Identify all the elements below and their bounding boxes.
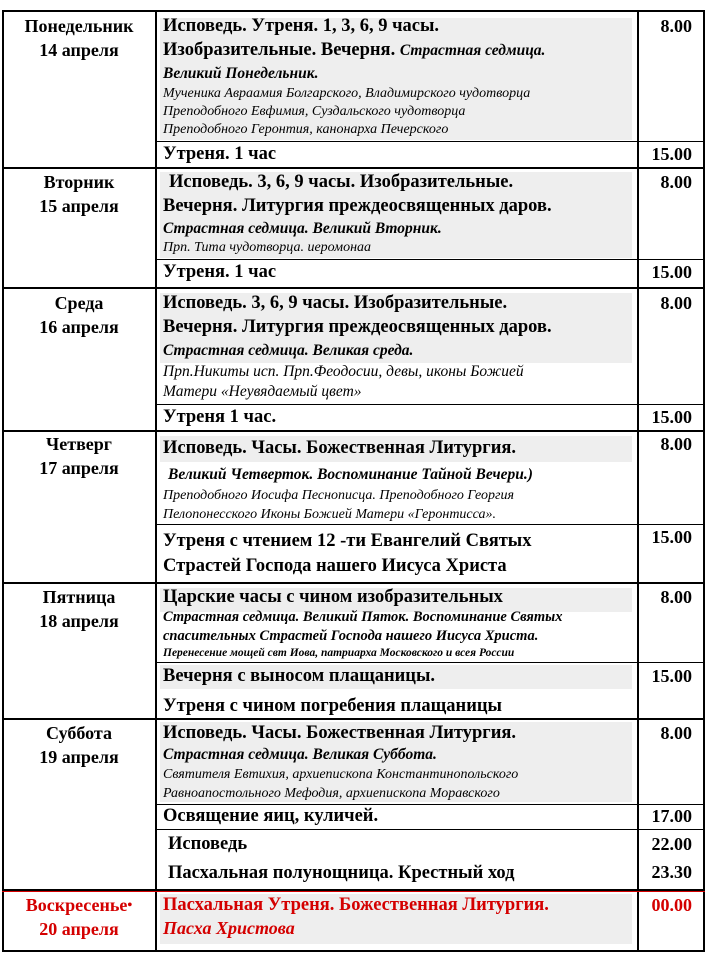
service-line: Пасхальная полунощница. Крестный ход: [168, 863, 515, 883]
service-time: 22.00: [651, 834, 692, 854]
saint-line: Преподобного Евфимия, Суздальского чудотворца: [163, 104, 466, 119]
service-time: 15.00: [651, 262, 692, 282]
day-weekday-text: Воскресенье: [25, 895, 128, 915]
grid-line: [2, 287, 705, 289]
feast-text: Страстная седмица.: [399, 42, 546, 59]
service-time: 8.00: [660, 723, 692, 743]
saint-line: Пелопонесского Иконы Божией Матери «Геронтисса».: [163, 507, 496, 522]
service-line: Освящение яиц, куличей.: [163, 806, 379, 826]
feast-line: Пасха Христова: [163, 918, 295, 938]
service-line: Страстей Господа нашего Иисуса Христа: [163, 556, 507, 576]
feast-line: Страстная седмица. Великая среда.: [163, 342, 414, 359]
service-line: Пасхальная Утреня. Божественная Литургия.: [163, 895, 549, 915]
grid-line: [703, 10, 705, 952]
service-line: Исповедь: [168, 834, 248, 854]
day-weekday: Понедельник: [24, 16, 134, 36]
service-line: Царские часы с чином изобразительных: [163, 587, 503, 607]
service-line: [163, 40, 545, 61]
saint-line: Преподобного Геронтия, канонарха Печерского: [163, 122, 449, 137]
grid-line: [155, 259, 705, 260]
grid-line: [2, 582, 705, 584]
feast-line: Великий Понедельник.: [163, 65, 319, 82]
service-line: Исповедь. Часы. Божественная Литургия.: [163, 723, 516, 743]
service-time: 8.00: [660, 172, 692, 192]
service-line: Вечерня с выносом плащаницы.: [163, 666, 436, 686]
service-time: 23.30: [651, 862, 692, 882]
service-line: Утреня с чтением 12 -ти Евангелий Святых: [163, 531, 532, 551]
grid-line: [155, 10, 157, 952]
feast-line: Страстная седмица. Великий Пяток. Воспоминание Святых: [163, 609, 563, 625]
feast-line: Страстная седмица. Великая Суббота.: [163, 746, 437, 763]
service-line: Утреня. 1 час: [163, 262, 277, 282]
grid-line: [2, 167, 705, 169]
service-text: Изобразительные. Вечерня.: [163, 40, 400, 60]
service-line: Исповедь. 3, 6, 9 часы. Изобразительные.: [163, 293, 508, 313]
day-date: 17 апреля: [39, 458, 119, 478]
service-time: 8.00: [660, 293, 692, 313]
grid-line: [2, 10, 4, 952]
service-line: Исповедь. Утреня. 1, 3, 6, 9 часы.: [163, 16, 440, 36]
day-date: 19 апреля: [39, 747, 119, 767]
service-time: 17.00: [651, 806, 692, 826]
service-time: 15.00: [651, 666, 692, 686]
saint-line: Прп. Тита чудотворца. иеромонаа: [163, 240, 372, 255]
service-time: 15.00: [651, 527, 692, 547]
saint-line: Прп.Никиты исп. Прп.Феодосии, девы, иконы Божией: [163, 363, 524, 380]
day-weekday: Пятница: [42, 587, 116, 607]
service-time: 15.00: [651, 407, 692, 427]
service-line: Утреня 1 час.: [163, 407, 277, 427]
saint-line: Равноапостольного Мефодия, архиепископа Моравского: [163, 786, 500, 801]
day-date: 20 апреля: [39, 919, 119, 939]
day-weekday-sunday: [3, 895, 155, 916]
grid-line: [155, 662, 705, 663]
service-line: Исповедь. Часы. Божественная Литургия.: [163, 438, 516, 458]
grid-line: [2, 430, 705, 432]
day-weekday: Среда: [54, 293, 104, 313]
service-time: 8.00: [660, 587, 692, 607]
grid-line: [155, 829, 705, 830]
saint-line: Преподобного Иосифа Песнописца. Преподобного Георгия: [163, 488, 514, 503]
grid-line: [2, 950, 705, 952]
day-date: 15 апреля: [39, 196, 119, 216]
feast-line: спасительных Страстей Господа нашего Иисуса Христа.: [163, 628, 539, 644]
day-weekday: Вторник: [43, 172, 115, 192]
feast-line: Великий Четверток. Воспоминание Тайной Вечери.): [168, 466, 533, 483]
grid-line: [155, 404, 705, 405]
grid-line: [2, 718, 705, 720]
saint-line: Матери «Неувядаемый цвет»: [163, 383, 362, 400]
saint-line: Святителя Евтихия, архиепископа Константинопольского: [163, 767, 519, 782]
service-time: 8.00: [660, 434, 692, 454]
service-line: Утреня с чином погребения плащаницы: [163, 696, 502, 716]
day-date: 16 апреля: [39, 317, 119, 337]
day-weekday: Суббота: [46, 723, 112, 743]
feast-line: Страстная седмица. Великий Вторник.: [163, 220, 442, 237]
feast-line-small: Перенесение мощей свт Иова, патриарха Московского и всея России: [163, 647, 515, 659]
service-line: Вечерня. Литургия преждеосвященных даров.: [163, 317, 552, 337]
grid-line: [155, 804, 705, 805]
grid-line: [2, 10, 705, 12]
saint-line: Мученика Авраамия Болгарского, Владимирского чудотворца: [163, 86, 531, 101]
grid-line: [155, 524, 705, 525]
day-date: 14 апреля: [39, 40, 119, 60]
service-time: 00.00: [651, 895, 692, 915]
grid-line: [155, 141, 705, 142]
service-line: Утреня. 1 час: [163, 144, 277, 164]
day-date: 18 апреля: [39, 611, 119, 631]
service-time: 8.00: [660, 16, 692, 36]
day-weekday: Четверг: [46, 434, 112, 454]
grid-line-red: [2, 891, 705, 892]
bullet-marker: •: [127, 898, 133, 913]
service-time: 15.00: [651, 144, 692, 164]
service-line: Исповедь. 3, 6, 9 часы. Изобразительные.: [169, 172, 514, 192]
service-line: Вечерня. Литургия преждеосвященных даров.: [163, 196, 552, 216]
